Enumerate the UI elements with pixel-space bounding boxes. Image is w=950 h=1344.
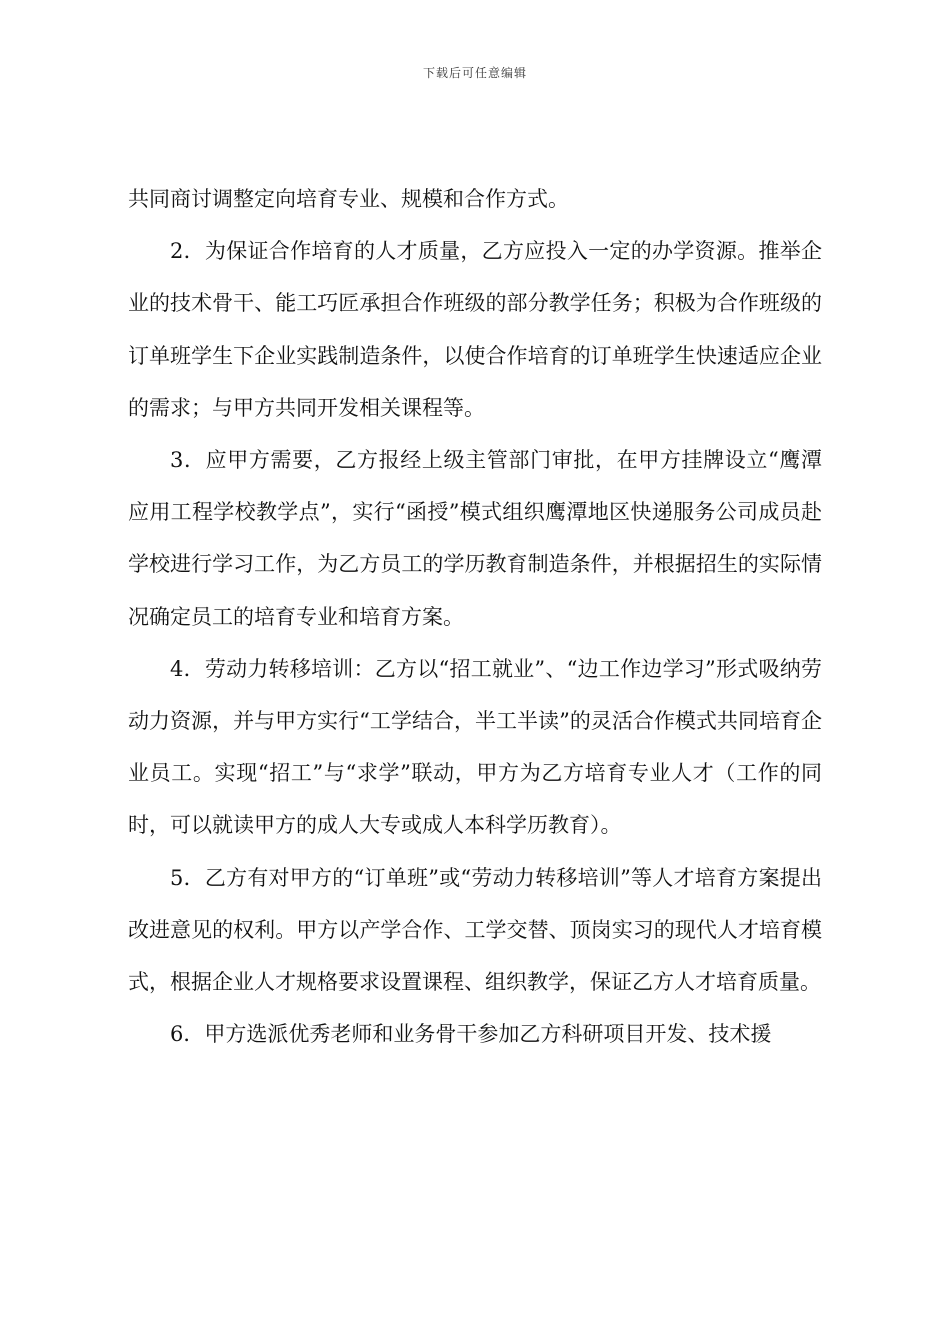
paragraph-5: 5．乙方有对甲方的“订单班”或“劳动力转移培训”等人才培育方案提出改进意见的权利。甲方以产学合作、工学交替、顶岗实习的现代人才培育模式，根据企业人才规格要求设置课程、组织教学，保证乙方人才培育质量。 bbox=[128, 865, 822, 995]
paragraph-2: 2．为保证合作培育的人才质量，乙方应投入一定的办学资源。推举企业的技术骨干、能工巧匠承担合作班级的部分教学任务；积极为合作班级的订单班学生下企业实践制造条件，以使合作培育的订单班学生快速适应企业的需求；与甲方共同开发相关课程等。 bbox=[128, 239, 822, 420]
document-body bbox=[128, 173, 822, 1060]
paragraph-1: 共同商讨调整定向培育专业、规模和合作方式。 bbox=[128, 187, 569, 211]
paragraph-3: 3．应甲方需要，乙方报经上级主管部门审批，在甲方挂牌设立“鹰潭应用工程学校教学点”，实行“函授”模式组织鹰潭地区快递服务公司成员赴学校进行学习工作，为乙方员工的学历教育制造条件，并根据招生的实际情况确定员工的培育专业和培育方案。 bbox=[128, 448, 822, 629]
paragraph-4: 4．劳动力转移培训：乙方以“招工就业”、“边工作边学习”形式吸纳劳动力资源，并与甲方实行“工学结合，半工半读”的灵活合作模式共同培育企业员工。实现“招工”与“求学”联动，甲方为乙方培育专业人才（工作的同时，可以就读甲方的成人大专或成人本科学历教育）。 bbox=[128, 656, 822, 838]
paragraph-6: 6．甲方选派优秀老师和业务骨干参加乙方科研项目开发、技术援 bbox=[170, 1022, 772, 1047]
page-header: 下载后可任意编辑 bbox=[422, 66, 527, 80]
